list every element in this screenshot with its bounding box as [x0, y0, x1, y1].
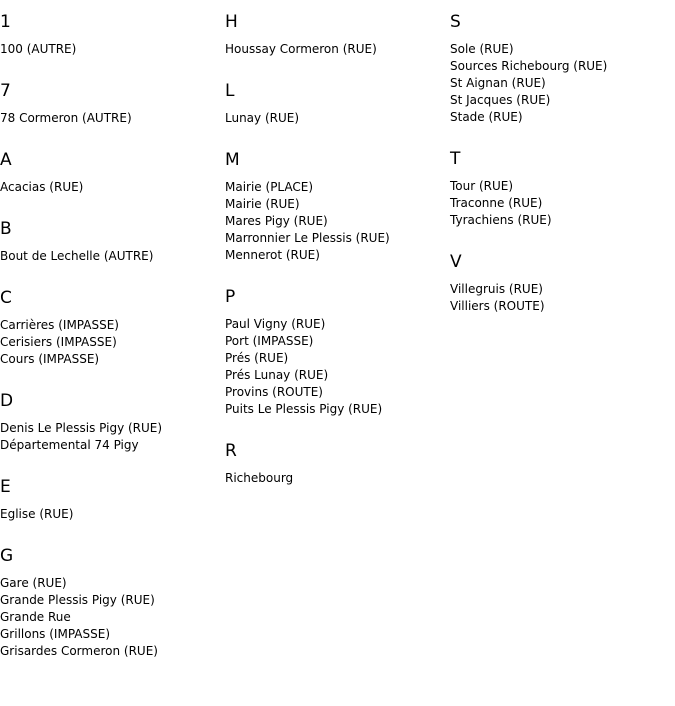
group-letter-heading: P — [225, 287, 236, 307]
street-link[interactable]: Provins (ROUTE) — [225, 385, 323, 399]
letter-group — [225, 440, 450, 487]
street-index-column-1 — [0, 11, 225, 682]
street-link[interactable]: Eglise (RUE) — [0, 507, 74, 521]
letter-group — [450, 251, 675, 315]
group-letter-heading: T — [450, 149, 461, 169]
street-link[interactable]: Sole (RUE) — [450, 42, 514, 56]
letter-group — [225, 11, 450, 58]
letter-group — [225, 286, 450, 418]
street-list — [0, 179, 225, 196]
street-link[interactable]: Grande Plessis Pigy (RUE) — [0, 593, 155, 607]
group-letter-heading: M — [225, 150, 240, 170]
letter-group — [0, 545, 225, 660]
street-list — [0, 575, 225, 660]
street-list — [450, 41, 675, 126]
street-link[interactable]: Villiers (ROUTE) — [450, 299, 545, 313]
street-link[interactable]: Houssay Cormeron (RUE) — [225, 42, 377, 56]
street-link[interactable]: Grillons (IMPASSE) — [0, 627, 110, 641]
street-link[interactable]: Denis Le Plessis Pigy (RUE) — [0, 421, 163, 435]
letter-group — [0, 80, 225, 127]
street-link[interactable]: St Jacques (RUE) — [450, 93, 551, 107]
street-list — [0, 41, 225, 58]
group-letter-heading: G — [0, 546, 14, 566]
group-letter-heading: C — [0, 288, 12, 308]
letter-group — [450, 148, 675, 229]
street-link[interactable]: Lunay (RUE) — [225, 111, 300, 125]
group-letter-heading: H — [225, 12, 238, 32]
street-index-column-2 — [225, 11, 450, 509]
street-link[interactable]: Richebourg — [225, 471, 294, 485]
street-link[interactable]: Départemental 74 Pigy — [0, 438, 139, 452]
street-list — [450, 281, 675, 315]
street-link[interactable]: Mairie (PLACE) — [225, 180, 314, 194]
letter-group — [450, 11, 675, 126]
group-letter-heading: L — [225, 81, 235, 101]
street-list — [0, 317, 225, 368]
street-link[interactable]: 100 (AUTRE) — [0, 42, 77, 56]
letter-group — [0, 476, 225, 523]
street-link[interactable]: Puits Le Plessis Pigy (RUE) — [225, 402, 383, 416]
group-letter-heading: B — [0, 219, 12, 239]
street-link[interactable]: Paul Vigny (RUE) — [225, 317, 326, 331]
street-link[interactable]: Prés Lunay (RUE) — [225, 368, 329, 382]
group-letter-heading: D — [0, 391, 14, 411]
street-list — [0, 110, 225, 127]
street-link[interactable]: Stade (RUE) — [450, 110, 523, 124]
group-letter-heading: R — [225, 441, 237, 461]
group-letter-heading: S — [450, 12, 461, 32]
group-letter-heading: V — [450, 252, 462, 272]
letter-group — [0, 287, 225, 368]
street-link[interactable]: Traconne (RUE) — [450, 196, 543, 210]
street-link[interactable]: Cours (IMPASSE) — [0, 352, 100, 366]
street-list — [225, 470, 450, 487]
street-link[interactable]: Mairie (RUE) — [225, 197, 300, 211]
street-list — [225, 110, 450, 127]
street-link[interactable]: Cerisiers (IMPASSE) — [0, 335, 117, 349]
street-link[interactable]: St Aignan (RUE) — [450, 76, 546, 90]
letter-group — [225, 149, 450, 264]
street-link[interactable]: Grisardes Cormeron (RUE) — [0, 644, 158, 658]
letter-group — [0, 390, 225, 454]
street-list — [0, 248, 225, 265]
group-letter-heading: 1 — [0, 12, 11, 32]
street-link[interactable]: Mares Pigy (RUE) — [225, 214, 328, 228]
group-letter-heading: E — [0, 477, 11, 497]
street-link[interactable]: 78 Cormeron (AUTRE) — [0, 111, 132, 125]
street-list — [225, 179, 450, 264]
street-link[interactable]: Sources Richebourg (RUE) — [450, 59, 608, 73]
street-link[interactable]: Bout de Lechelle (AUTRE) — [0, 249, 154, 263]
street-link[interactable]: Port (IMPASSE) — [225, 334, 314, 348]
group-letter-heading: A — [0, 150, 12, 170]
street-link[interactable]: Mennerot (RUE) — [225, 248, 320, 262]
street-list — [225, 316, 450, 418]
street-list — [225, 41, 450, 58]
letter-group — [225, 80, 450, 127]
letter-group — [0, 11, 225, 58]
street-link[interactable]: Acacias (RUE) — [0, 180, 84, 194]
letter-group — [0, 149, 225, 196]
street-link[interactable]: Tyrachiens (RUE) — [450, 213, 552, 227]
street-list — [0, 420, 225, 454]
street-link[interactable]: Prés (RUE) — [225, 351, 289, 365]
street-link[interactable]: Tour (RUE) — [450, 179, 514, 193]
street-link[interactable]: Carrières (IMPASSE) — [0, 318, 119, 332]
group-letter-heading: 7 — [0, 81, 11, 101]
street-link[interactable]: Grande Rue — [0, 610, 71, 624]
street-link[interactable]: Gare (RUE) — [0, 576, 67, 590]
street-link[interactable]: Villegruis (RUE) — [450, 282, 543, 296]
letter-group — [0, 218, 225, 265]
street-index-column-3 — [450, 11, 675, 337]
street-list — [450, 178, 675, 229]
street-list — [0, 506, 225, 523]
street-link[interactable]: Marronnier Le Plessis (RUE) — [225, 231, 390, 245]
